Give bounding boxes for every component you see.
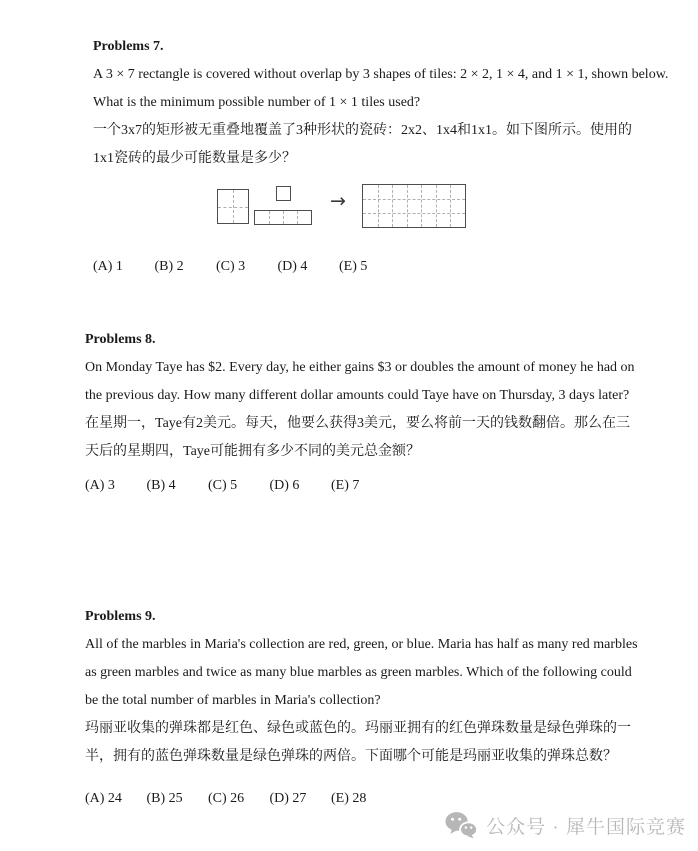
problem-8-zh-line-2: 天后的星期四，Taye可能拥有多少不同的美元总金额？ bbox=[85, 444, 421, 459]
problem-7-en-line-2: What is the minimum possible number of 1 × 1 tiles used? bbox=[93, 95, 421, 110]
grid-divider bbox=[436, 185, 437, 227]
p7-option-d: (D) 4 bbox=[277, 259, 308, 274]
p9-option-d: (D) 27 bbox=[269, 791, 307, 806]
p8-option-a: (A) 3 bbox=[85, 478, 115, 493]
problem-8-heading: Problems 8. bbox=[85, 332, 156, 347]
problem-7 bbox=[0, 0, 698, 281]
watermark bbox=[445, 811, 686, 839]
p8-option-e: (E) 7 bbox=[331, 478, 360, 493]
tile-1x4 bbox=[254, 210, 312, 225]
problem-9-heading: Problems 9. bbox=[85, 609, 156, 624]
problem-8-en-line-2: the previous day. How many different dollar amounts could Taye have on Thursday, 3 days later? bbox=[85, 388, 630, 403]
tile-1x4-divider bbox=[297, 211, 298, 224]
grid-divider bbox=[392, 185, 393, 227]
grid-divider bbox=[363, 199, 465, 200]
problem-9-zh-line-2: 半，拥有的蓝色弹珠数量是绿色弹珠的两倍。下面哪个可能是玛丽亚收集的弹珠总数？ bbox=[85, 749, 617, 764]
problem-7-en-line-1: A 3 × 7 rectangle is covered without overlap by 3 shapes of tiles: 2 × 2, 1 × 4, and 1 × 1, shown below. bbox=[93, 67, 669, 82]
grid-divider bbox=[363, 213, 465, 214]
grid-divider bbox=[378, 185, 379, 227]
tile-1x4-divider bbox=[283, 211, 284, 224]
p9-option-c: (C) 26 bbox=[208, 791, 245, 806]
p7-option-c: (C) 3 bbox=[216, 259, 246, 274]
problem-9-en-line-2: as green marbles and twice as many blue marbles as green marbles. Which of the following could bbox=[85, 665, 632, 680]
wechat-icon bbox=[445, 811, 477, 839]
grid-divider bbox=[450, 185, 451, 227]
problem-9-en-line-3: be the total number of marbles in Maria's collection? bbox=[85, 693, 381, 708]
p9-option-a: (A) 24 bbox=[85, 791, 122, 806]
tile-diagram bbox=[0, 180, 638, 242]
watermark-label: 公众号 · 犀牛国际竞赛 bbox=[486, 816, 686, 838]
problem-9-en-line-1: All of the marbles in Maria's collection are red, green, or blue. Maria has half as many red marbles bbox=[85, 637, 638, 652]
arrow-right-icon: → bbox=[330, 190, 346, 212]
problem-7-zh-line-1: 一个3x7的矩形被无重叠地覆盖了3种形状的瓷砖：2x2、1x4和1x1。如下图所示。使用的 bbox=[93, 123, 632, 138]
tile-1x1 bbox=[276, 186, 291, 201]
p8-option-c: (C) 5 bbox=[208, 478, 238, 493]
problem-8-en-line-1: On Monday Taye has $2. Every day, he either gains $3 or doubles the amount of money he had on bbox=[85, 360, 635, 375]
problem-7-heading: Problems 7. bbox=[93, 39, 164, 54]
p7-option-b: (B) 2 bbox=[154, 259, 184, 274]
problem-8 bbox=[0, 326, 698, 500]
problem-9-options bbox=[85, 785, 638, 813]
tile-1x4-divider bbox=[269, 211, 270, 224]
tile-2x2 bbox=[217, 189, 249, 224]
problem-7-options bbox=[93, 253, 638, 281]
problem-7-zh-line-2: 1x1瓷砖的最少可能数量是多少？ bbox=[93, 151, 296, 166]
p7-option-e: (E) 5 bbox=[339, 259, 368, 274]
problem-8-zh-line-1: 在星期一，Taye有2美元。每天，他要么获得3美元，要么将前一天的钱数翻倍。那么在三 bbox=[85, 416, 630, 431]
p9-option-b: (B) 25 bbox=[146, 791, 183, 806]
problem-9 bbox=[0, 603, 698, 813]
problem-9-zh-line-1: 玛丽亚收集的弹珠都是红色、绿色或蓝色的。玛丽亚拥有的红色弹珠数量是绿色弹珠的一 bbox=[85, 721, 631, 736]
grid-divider bbox=[407, 185, 408, 227]
p7-option-a: (A) 1 bbox=[93, 259, 123, 274]
p8-option-b: (B) 4 bbox=[146, 478, 176, 493]
p8-option-d: (D) 6 bbox=[269, 478, 300, 493]
grid-3x7 bbox=[362, 184, 466, 228]
tile-2x2-divider bbox=[218, 207, 248, 208]
problem-8-options bbox=[85, 472, 638, 500]
p9-option-e: (E) 28 bbox=[331, 791, 367, 806]
grid-divider bbox=[421, 185, 422, 227]
